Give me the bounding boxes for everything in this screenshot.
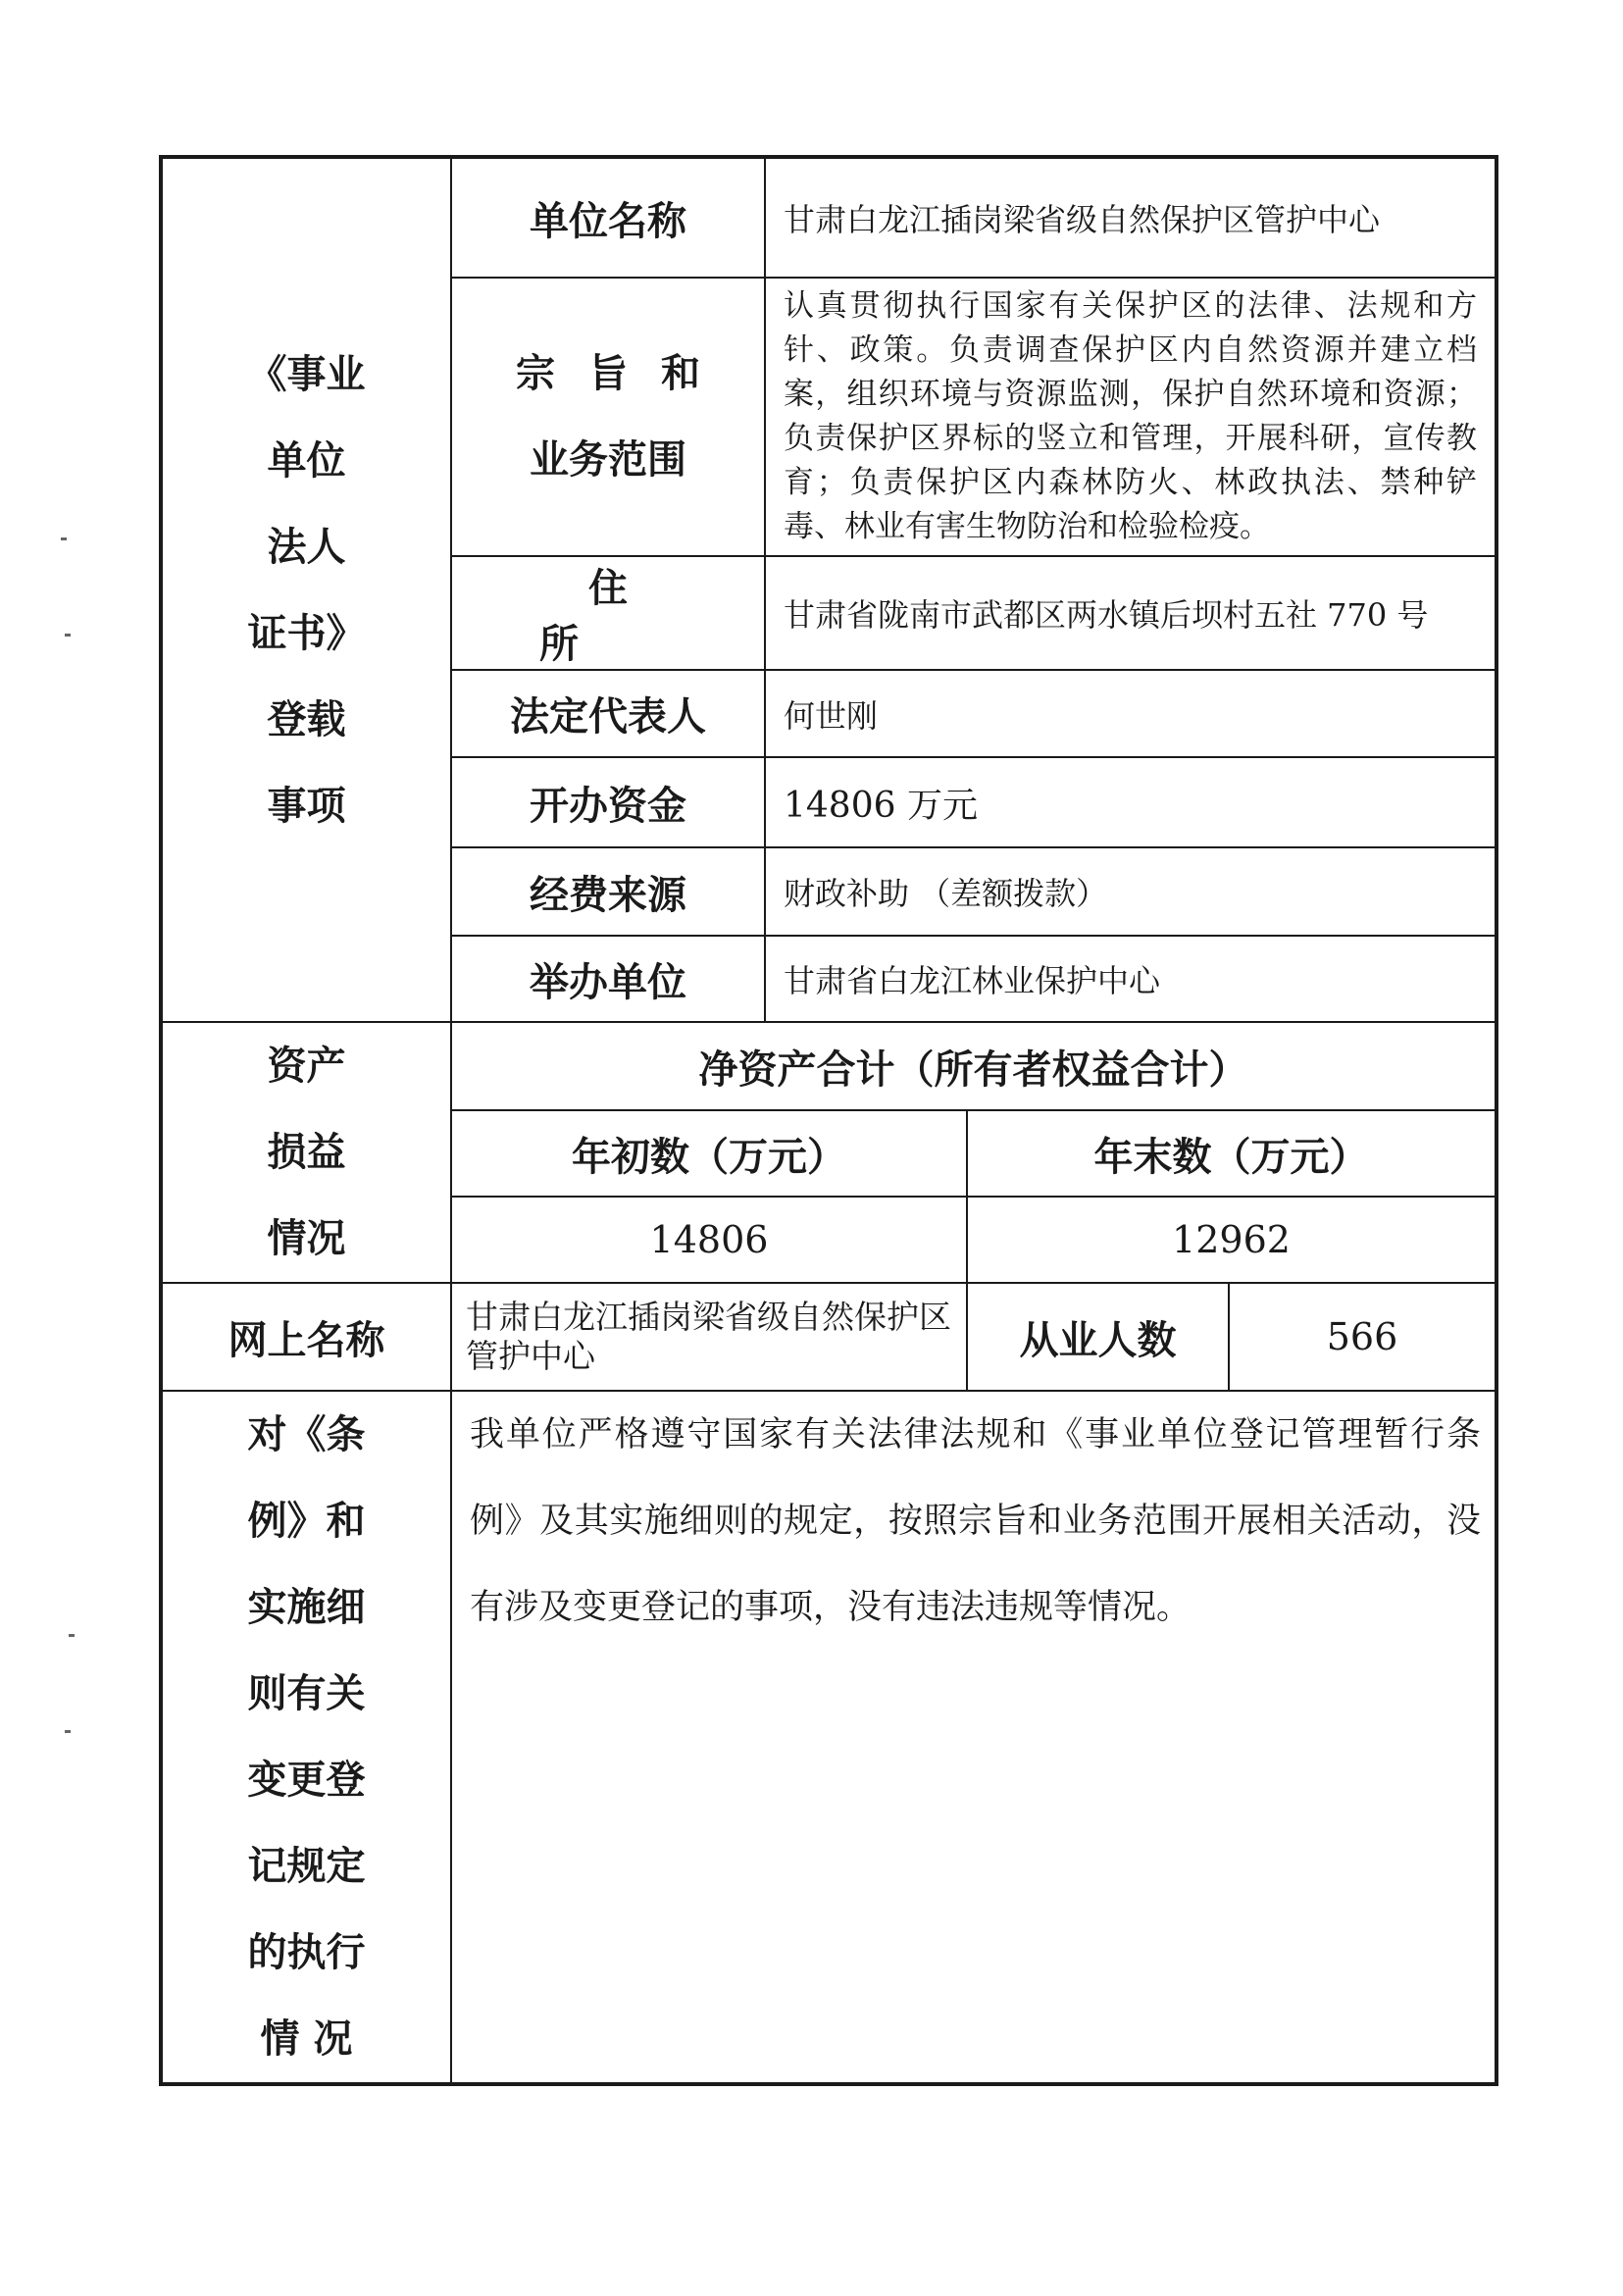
section-label-line: 变更登 — [247, 1757, 366, 1803]
capital-value: 14806 万元 — [765, 757, 1496, 847]
purpose-value: 认真贯彻执行国家有关保护区的法律、法规和方针、政策。负责调查保护区内自然资源并建立档案，组织环境与资源监测，保护自然环境和资源；负责保护区界标的竖立和管理，开展科研，宣传教育；负责保护区内森林防火、林政执法、禁种铲毒、林业有害生物防治和检验检疫。 — [765, 278, 1496, 556]
section-label-line: 证书》 — [247, 609, 366, 656]
online-name-label: 网上名称 — [161, 1283, 451, 1391]
section-label-line: 单位 — [267, 436, 346, 484]
address-value: 甘肃省陇南市武都区两水镇后坝村五社 770 号 — [765, 556, 1496, 670]
sponsor-value: 甘肃省白龙江林业保护中心 — [765, 936, 1496, 1022]
registration-report-table — [159, 155, 1498, 2086]
section-label-compliance — [161, 1391, 451, 2084]
section-label-line: 情 况 — [260, 2015, 353, 2062]
compliance-statement: 我单位严格遵守国家有关法律法规和《事业单位登记管理暂行条例》及其实施细则的规定，按照宗旨和业务范围开展相关活动，没有涉及变更登记的事项，没有违法违规等情况。 — [451, 1391, 1496, 2084]
section-label-line: 则有关 — [247, 1670, 366, 1716]
section-label-line: 法人 — [267, 523, 346, 570]
section-label-line: 事项 — [267, 782, 346, 829]
unit-name-value: 甘肃白龙江插岗梁省级自然保护区管护中心 — [765, 157, 1496, 278]
scan-mark — [65, 634, 71, 637]
section-label-line: 情况 — [267, 1215, 346, 1261]
address-label: 住所 — [451, 556, 765, 670]
legal-rep-value: 何世刚 — [765, 670, 1496, 757]
section-label-line: 资产 — [267, 1043, 346, 1089]
scan-mark — [61, 537, 67, 540]
staff-count-value: 566 — [1229, 1283, 1496, 1391]
staff-count-label: 从业人数 — [967, 1283, 1229, 1391]
purpose-label-line: 宗旨和 — [516, 350, 734, 396]
end-year-label: 年末数（万元） — [967, 1110, 1496, 1197]
legal-rep-label: 法定代表人 — [451, 670, 765, 757]
section-label-line: 登载 — [267, 695, 346, 742]
section-label-line: 损益 — [267, 1129, 346, 1175]
scan-mark — [69, 1634, 75, 1637]
section-label-certificate-items — [161, 157, 451, 1022]
capital-label: 开办资金 — [451, 757, 765, 847]
sponsor-label: 举办单位 — [451, 936, 765, 1022]
begin-year-label: 年初数（万元） — [451, 1110, 967, 1197]
section-label-line: 例》和 — [247, 1498, 366, 1544]
purpose-label-line: 业务范围 — [530, 436, 686, 483]
section-label-line: 《事业 — [247, 350, 366, 397]
funding-label: 经费来源 — [451, 847, 765, 936]
net-assets-header: 净资产合计（所有者权益合计） — [451, 1022, 1496, 1110]
begin-year-value: 14806 — [451, 1197, 967, 1283]
purpose-label — [451, 278, 765, 556]
end-year-value: 12962 — [967, 1197, 1496, 1283]
section-label-line: 实施细 — [247, 1584, 366, 1630]
section-label-line: 对《条 — [247, 1411, 366, 1457]
scan-mark — [65, 1730, 71, 1733]
section-label-line: 记规定 — [247, 1843, 366, 1889]
section-label-assets — [161, 1022, 451, 1283]
funding-value: 财政补助 （差额拨款） — [765, 847, 1496, 936]
unit-name-label: 单位名称 — [451, 157, 765, 278]
section-label-line: 的执行 — [247, 1929, 366, 1975]
online-name-value: 甘肃白龙江插岗梁省级自然保护区管护中心 — [451, 1283, 967, 1391]
